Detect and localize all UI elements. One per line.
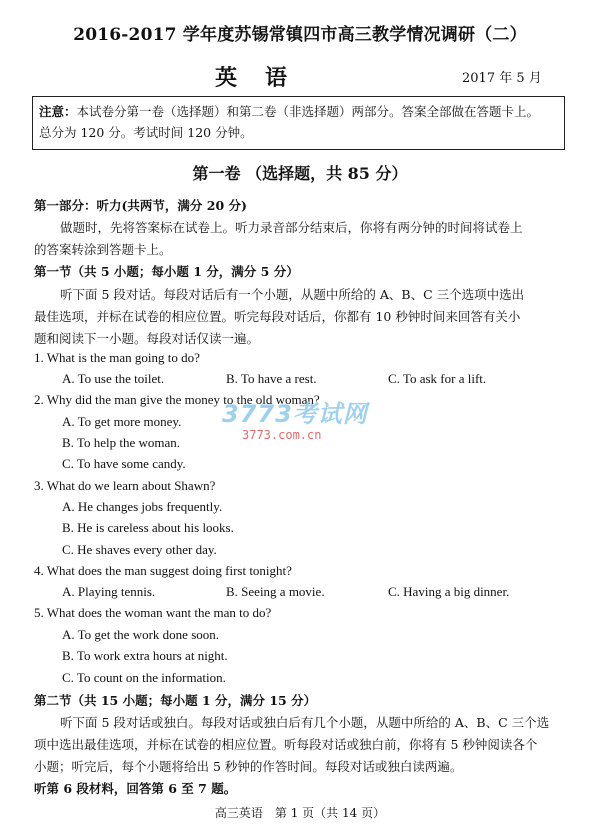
notice-box (32, 96, 565, 150)
question-2-option-a: A. To get more money. (62, 414, 182, 429)
section-2-intro-2: 项中选出最佳选项，并标在试卷的相应位置。听每段对话或独白前，你将有 5 秒钟阅读各个 (34, 737, 538, 752)
section-1-intro-1: 听下面 5 段对话。每段对话后有一个小题，从题中所给的 A、B、C 三个选项中选出 (60, 287, 525, 302)
subject-row (0, 61, 600, 91)
question-3-stem: 3. What do we learn about Shawn? (34, 478, 216, 493)
watermark-url: 3773.com.cn (242, 428, 322, 442)
notice-label: 注意： (39, 104, 77, 119)
question-2-option-b: B. To help the woman. (62, 435, 181, 450)
question-3-option-b: B. He is careless about his looks. (62, 520, 234, 535)
section-2-material: 听第 6 段材料，回答第 6 至 7 题。 (34, 781, 237, 796)
subject-title: 英语 (215, 65, 316, 91)
question-1-option-c: C. To ask for a lift. (388, 371, 487, 386)
exam-date: 2017 年 5 月 (462, 71, 542, 86)
question-5-stem: 5. What does the woman want the man to do? (34, 605, 272, 620)
section-2-heading: 第二节（共 15 小题；每小题 1 分，满分 15 分） (34, 693, 317, 708)
question-2-stem: 2. Why did the man give the money to the old woman? (34, 392, 320, 407)
question-1-stem: 1. What is the man going to do? (34, 350, 200, 365)
question-2-option-c: C. To have some candy. (62, 456, 186, 471)
page-footer: 高三英语 第 1 页（共 14 页） (214, 806, 386, 820)
notice-line-2: 总分为 120 分。考试时间 120 分钟。 (39, 125, 253, 140)
notice-text-1: 本试卷分第一卷（选择题）和第二卷（非选择题）两部分。答案全部做在答题卡上。 (76, 104, 540, 119)
part-1-intro-1: 做题时，先将答案标在试卷上。听力录音部分结束后，你将有两分钟的时间将试卷上 (60, 220, 523, 235)
part-1-intro-2: 的答案转涂到答题卡上。 (34, 242, 172, 257)
section-1-heading: 第一节（共 5 小题；每小题 1 分，满分 5 分） (34, 264, 299, 279)
question-5-option-c: C. To count on the information. (62, 670, 226, 685)
question-1-option-a: A. To use the toilet. (62, 371, 165, 386)
section-2-intro-3: 小题；听完后，每个小题将给出 5 秒钟的作答时间。每段对话或独白读两遍。 (34, 759, 463, 774)
section-1-intro-3: 题和阅读下一小题。每段对话仅读一遍。 (34, 331, 260, 346)
exam-title: 2016-2017 学年度苏锡常镇四市高三教学情况调研（二） (73, 25, 527, 45)
watermark (222, 394, 382, 454)
question-4-stem: 4. What does the man suggest doing first tonight? (34, 563, 292, 578)
question-5-option-a: A. To get the work done soon. (62, 627, 219, 642)
volume-1-title: 第一卷 （选择题，共 85 分） (192, 164, 408, 183)
question-4-option-c: C. Having a big dinner. (388, 584, 510, 599)
section-2-intro-1: 听下面 5 段对话或独白。每段对话或独白后有几个小题，从题中所给的 A、B、C 三个选 (60, 715, 550, 730)
notice-line-1 (39, 101, 558, 122)
question-3-option-a: A. He changes jobs frequently. (62, 499, 223, 514)
question-3-option-c: C. He shaves every other day. (62, 542, 217, 557)
question-1-option-b: B. To have a rest. (226, 371, 317, 386)
question-5-option-b: B. To work extra hours at night. (62, 648, 228, 663)
part-1-heading: 第一部分：听力(共两节，满分 20 分) (34, 198, 247, 213)
watermark-logo: 3773考试网 (222, 400, 368, 428)
question-4-option-b: B. Seeing a movie. (226, 584, 325, 599)
section-1-intro-2: 最佳选项，并标在试卷的相应位置。听完每段对话后，你都有 10 秒钟时间来回答有关小 (34, 309, 521, 324)
question-4-option-a: A. Playing tennis. (62, 584, 156, 599)
